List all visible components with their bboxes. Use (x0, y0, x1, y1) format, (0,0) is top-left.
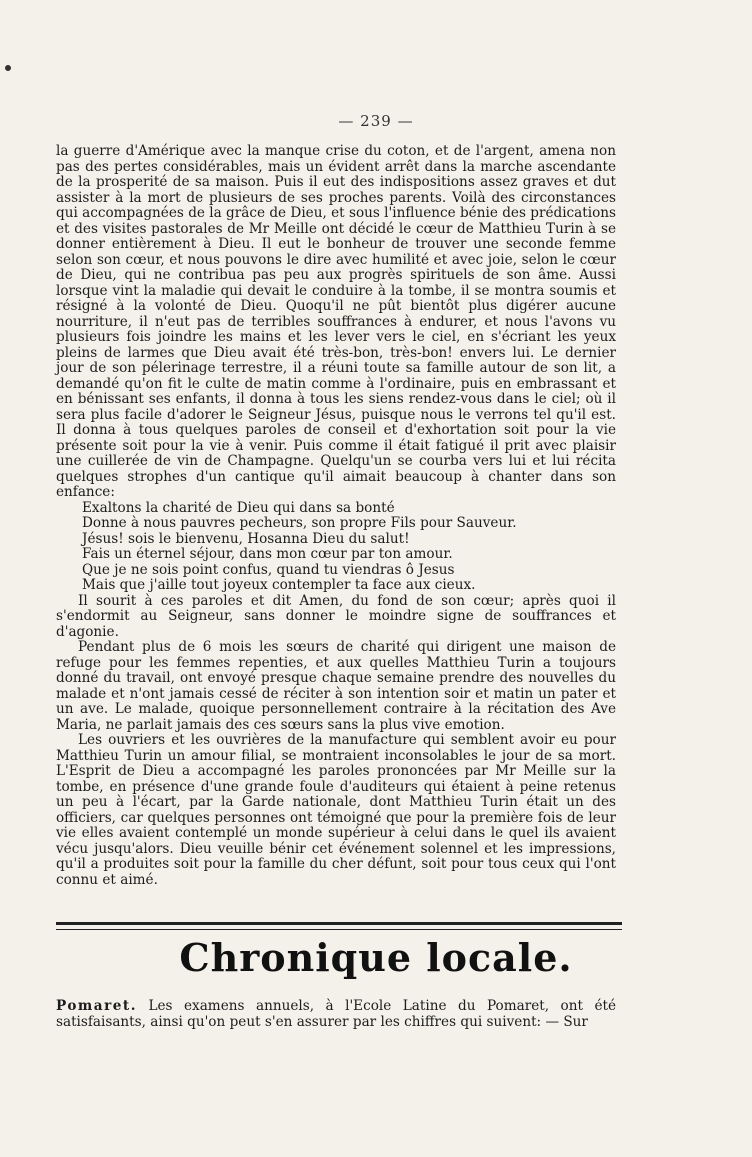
section-body (56, 998, 616, 1030)
stanza-line: Mais que j'aille tout joyeux contempler ta face aux cieux. (82, 577, 476, 593)
hymn-stanza (82, 501, 616, 594)
stanza-line: Jésus! sois le bienvenu, Hosanna Dieu du salut! (82, 530, 410, 547)
stanza-line: Exaltons la charité de Dieu qui dans sa bonté (82, 499, 395, 516)
stanza-line: Fais un éternel séjour, dans mon cœur par ton amour. (82, 546, 453, 562)
paragraph-4: Les ouvriers et les ouvrières de la manufacture qui semblent avoir eu pour Matthieu Turin un amour filial, se montraient inconsolables le jour de sa mort. L'Esprit de Dieu a accompagné les paroles prononcées par Mr Meille sur la tombe, en présence d'une grande foule d'auditeurs qui étaient à peine retenus un peu à l'écart, par la Garde nationale, dont Matthieu Turin était un des officiers, car quelques personnes ont témoigné que pour la première fois de leur vie elles avaient contemplé un monde supérieur à celui dans le quel ils avaient vécu jusqu'alors. Dieu veuille bénir cet événement solennel et les impressions, qu'il a produites soit pour la famille du cher défunt, soit pour tous ceux qui l'ont connu et aimé. (56, 732, 616, 888)
section-place: Pomaret. (56, 998, 137, 1014)
paragraph-2: Il sourit à ces paroles et dit Amen, du fond de son cœur; après quoi il s'endormit au Seigneur, sans donner le moindre signe de souffrances et d'agonie. (56, 592, 616, 640)
section-title: Chronique locale. (179, 935, 573, 980)
page-number: — 239 — (338, 112, 414, 130)
article-body (56, 144, 616, 888)
stanza-line: Que je ne sois point confus, quand tu viendras ô Jesus (82, 561, 455, 578)
margin-ink-dot (5, 65, 11, 71)
section-divider (56, 922, 622, 930)
paragraph-1: la guerre d'Amérique avec la manque crise du coton, et de l'argent, amena non pas des pertes considérables, mais un évident arrêt dans la marche ascendante de la prosperité de sa maison. Puis il eut des indispositions assez graves et dut assister à la mort de plusieurs de ses proches parents. Voilà des circonstances qui accompagnées de la grâce de Dieu, et sous l'influence bénie des prédications et des visites pastorales de Mr Meille ont décidé le cœur de Matthieu Turin à se donner entièrement à Dieu. Il eut le bonheur de trouver une seconde femme selon son cœur, et nous pouvons le dire avec humilité et avec joie, selon le cœur de Dieu, qui ne contribua pas peu aux progrès spirituels de son âme. Aussi lorsque vint la maladie qui devait le conduire à la tombe, il se montra soumis et résigné à la volonté de Dieu. Quoqu'il ne pût bientôt plus digérer aucune nourriture, il n'eut pas de terribles souffrances à endurer, et nous l'avons vu plusieurs fois joindre les mains et les lever vers le ciel, en s'écriant les yeux pleins de larmes que Dieu avait été très-bon, très-bon! envers lui. Le dernier jour de son pélerinage terrestre, il a réuni toute sa famille autour de son lit, a demandé qu'on fit le culte de matin comme à l'ordinaire, puis en embrassant et en bénissant ses enfants, il donna à tous les siens rendez-vous dans le ciel; où il sera plus facile d'adorer le Seigneur Jésus, puisque nous le verrons tel qu'il est. Il donna à tous quelques paroles de conseil et d'exhortation soit pour la vie présente soit pour la vie à venir. Puis comme il était fatigué il prit avec plaisir une cuillerée de vin de Champagne. Quelqu'un se courba vers lui et lui récita quelques strophes d'un cantique qu'il aimait beaucoup à chanter dans son enfance: (56, 143, 616, 500)
section-text: Les examens annuels, à l'Ecole Latine du Pomaret, ont été satisfaisants, ainsi qu'on peut s'en assurer par les chiffres qui suivent: — Sur (56, 998, 616, 1030)
stanza-line: Donne à nous pauvres pecheurs, son propre Fils pour Sauveur. (82, 515, 517, 531)
paragraph-3: Pendant plus de 6 mois les sœurs de charité qui dirigent une maison de refuge pour les femmes repenties, et aux quelles Matthieu Turin a toujours donné du travail, ont envoyé presque chaque semaine prendre des nouvelles du malade et n'ont jamais cessé de réciter à son intention soir et matin un pater et un ave. Le malade, quoique personnellement contraire à la récitation des Ave Maria, ne parlait jamais des ces sœurs sans la plus vive emotion. (56, 639, 616, 733)
